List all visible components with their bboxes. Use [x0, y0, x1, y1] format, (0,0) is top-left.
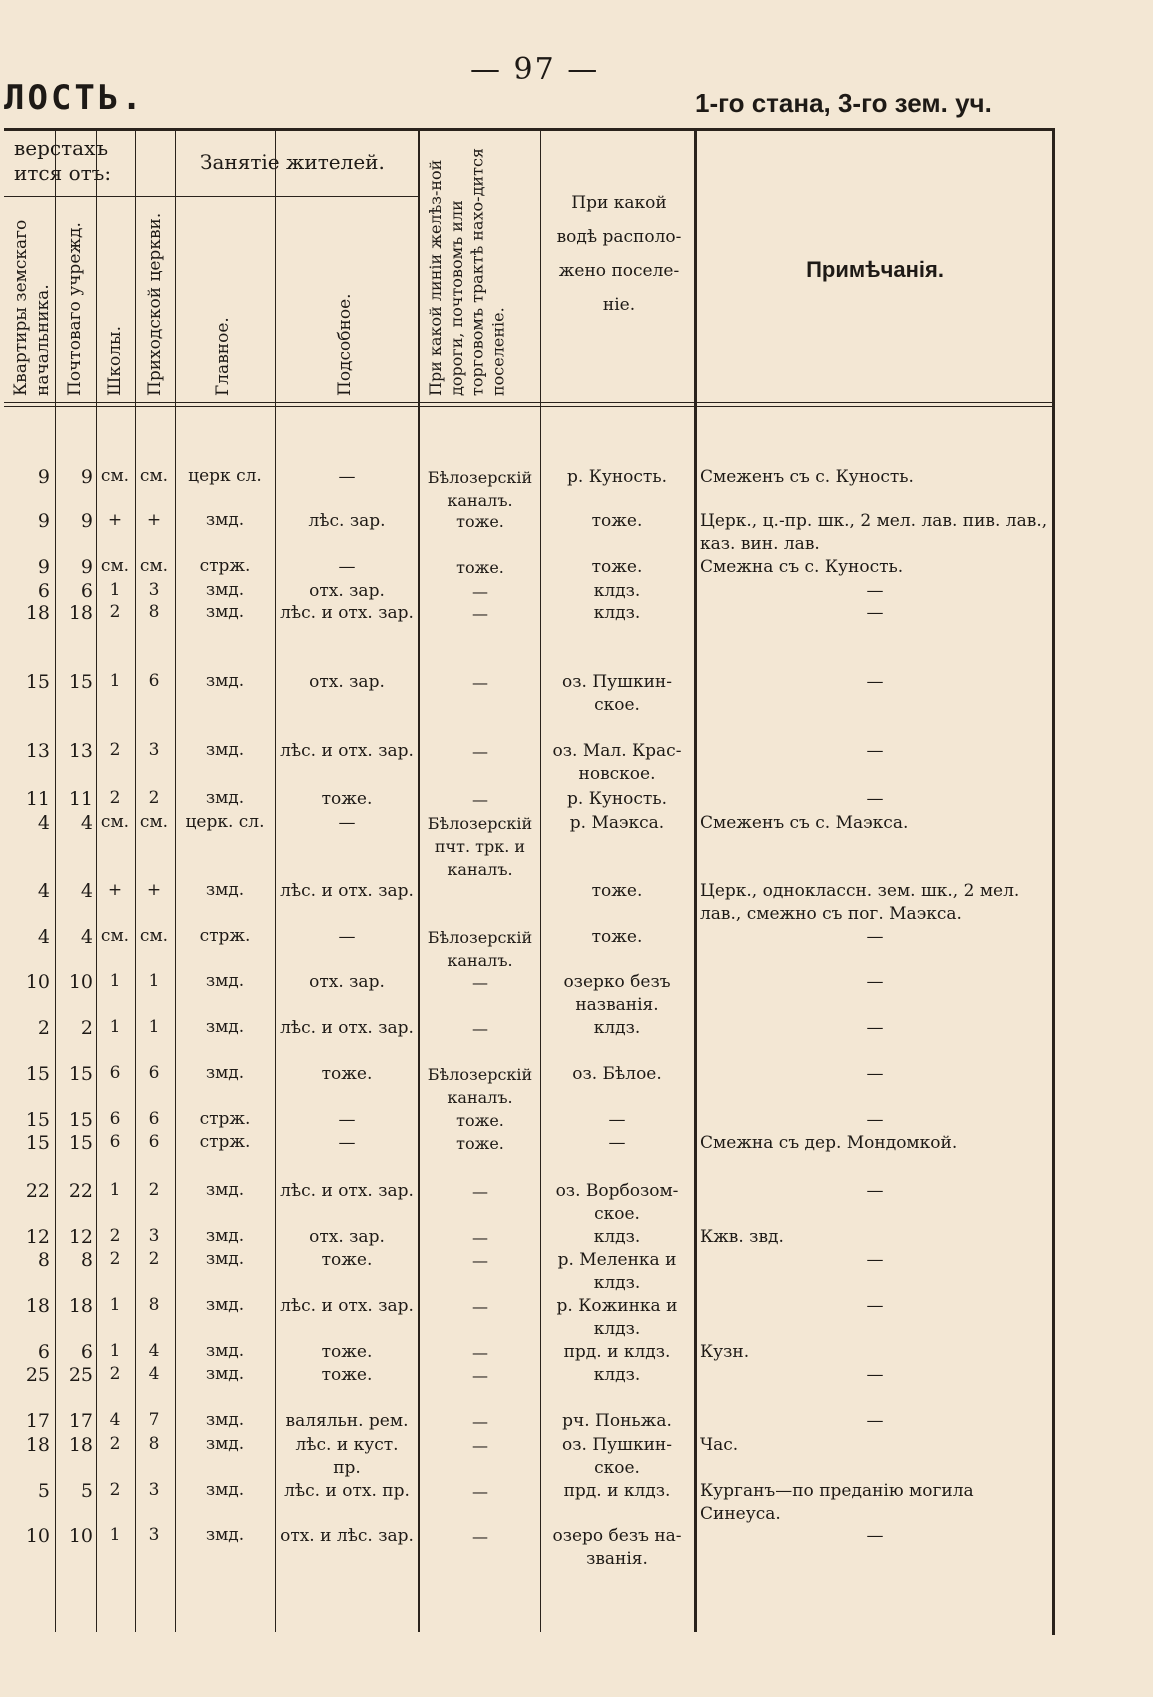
cell-note: — — [866, 1526, 884, 1546]
page-number: — 97 — — [470, 52, 600, 87]
cell-water: прд. и клдз. — [563, 1481, 671, 1501]
cell-main: змд. — [205, 1434, 245, 1454]
cell-aux: — — [338, 813, 356, 833]
cell-road: — — [472, 673, 488, 692]
cell-main: змд. — [205, 1410, 245, 1430]
cell-note: — — [866, 789, 884, 809]
cell-main: змд. — [205, 971, 245, 991]
cell-water: р. Куность. — [567, 467, 667, 487]
cell-main: церк сл. — [188, 466, 262, 486]
cell-road: — — [472, 1019, 488, 1038]
cell-water: оз. Бѣлое. — [572, 1064, 662, 1084]
table-row — [4, 1017, 1050, 1041]
table-row — [4, 510, 1050, 554]
cell-c: 2 — [109, 1480, 121, 1500]
col-water-header: При какой водѣ располо-жено поселе-ніе. — [556, 193, 682, 315]
cell-b: 11 — [68, 788, 93, 810]
cell-b: 10 — [68, 1525, 93, 1547]
cell-aux: — — [338, 927, 356, 947]
cell-road: — — [472, 1527, 488, 1546]
table-row — [4, 466, 1050, 510]
cell-note: Курганъ—по преданію могила Синеуса. — [700, 1481, 974, 1524]
cell-main: змд. — [205, 1249, 245, 1269]
cell-water: клдз. — [593, 603, 641, 623]
cell-water: озеро безъ на-званія. — [552, 1526, 682, 1569]
col-road-header: При какой линіи желѣз-ной дороги, почтовомъ или торговомъ трактѣ нахо-дится поселеніе. — [426, 148, 508, 396]
cell-d: см. — [139, 556, 169, 576]
table-row — [4, 1063, 1050, 1107]
cell-main: змд. — [205, 1295, 245, 1315]
cell-water: клдз. — [593, 1365, 641, 1385]
cell-c: 6 — [109, 1109, 121, 1129]
cell-b: 9 — [80, 510, 93, 532]
table-row — [4, 740, 1050, 784]
district-heading: 1-го стана, 3-го зем. уч. — [695, 88, 992, 118]
cell-aux: тоже. — [321, 1064, 373, 1084]
volost-title: ЛОСТЬ. — [4, 78, 145, 118]
cell-d: + — [146, 510, 162, 530]
cell-b: 22 — [68, 1180, 93, 1202]
cell-aux: тоже. — [321, 1365, 373, 1385]
cell-b: 17 — [68, 1410, 93, 1432]
cell-d: 1 — [148, 1017, 160, 1037]
cell-aux: отх. зар. — [309, 972, 385, 992]
cell-note: — — [866, 972, 884, 992]
cell-water: оз. Ворбозом-ское. — [555, 1181, 679, 1224]
cell-road: — — [472, 604, 488, 623]
cell-aux: лѣс. и куст. пр. — [295, 1435, 399, 1478]
cell-note: — — [866, 1181, 884, 1201]
cell-aux: валяльн. рем. — [285, 1411, 409, 1431]
cell-aux: лѣс. и отх. зар. — [280, 1181, 414, 1201]
cell-aux: — — [338, 557, 356, 577]
cell-c: 2 — [109, 602, 121, 622]
cell-b: 18 — [68, 602, 93, 624]
cell-water: — — [608, 1133, 626, 1153]
cell-main: стрж. — [199, 926, 251, 946]
cell-road: — — [472, 1412, 488, 1431]
cell-main: змд. — [205, 1525, 245, 1545]
cell-c: 1 — [109, 971, 121, 991]
cell-a: 9 — [37, 556, 50, 578]
cell-d: 3 — [148, 1525, 160, 1545]
cell-c: 1 — [109, 1341, 121, 1361]
cell-a: 18 — [25, 602, 50, 624]
cell-d: 6 — [148, 671, 160, 691]
cell-c: 1 — [109, 1525, 121, 1545]
cell-aux: лѣс. и отх. зар. — [280, 603, 414, 623]
cell-b: 13 — [68, 740, 93, 762]
cell-c: 2 — [109, 1434, 121, 1454]
cell-note: Смеженъ съ с. Маэкса. — [700, 813, 909, 833]
cell-main: змд. — [205, 788, 245, 808]
cell-a: 6 — [37, 580, 50, 602]
cell-a: 10 — [25, 1525, 50, 1547]
cell-road: — — [472, 1182, 488, 1201]
cell-aux: тоже. — [321, 1250, 373, 1270]
cell-road: — — [472, 1228, 488, 1247]
cell-a: 4 — [37, 880, 50, 902]
cell-road: Бѣлозерскій каналъ. — [427, 468, 533, 510]
cell-aux: отх. зар. — [309, 581, 385, 601]
cell-note: Смежна съ дер. Мондомкой. — [700, 1133, 958, 1153]
cell-water: клдз. — [593, 581, 641, 601]
cell-d: 3 — [148, 1226, 160, 1246]
cell-note: Церк., одноклассн. зем. шк., 2 мел. лав., смежно съ пог. Маэкса. — [700, 881, 1020, 924]
cell-a: 15 — [25, 1132, 50, 1154]
cell-b: 9 — [80, 466, 93, 488]
table-row — [4, 1341, 1050, 1365]
cell-water: р. Маэкса. — [569, 813, 665, 833]
cell-b: 15 — [68, 1109, 93, 1131]
cell-water: прд. и клдз. — [563, 1342, 671, 1362]
table-row — [4, 1226, 1050, 1250]
cell-note: — — [866, 672, 884, 692]
table-row — [4, 1295, 1050, 1339]
table-row — [4, 1132, 1050, 1156]
cell-aux: отх. зар. — [309, 672, 385, 692]
cell-water: — — [608, 1110, 626, 1130]
cell-road: — — [472, 1297, 488, 1316]
cell-note: Кжв. звд. — [700, 1227, 784, 1247]
cell-c: 2 — [109, 1226, 121, 1246]
cell-c: 1 — [109, 1017, 121, 1037]
cell-aux: лѣс. и отх. зар. — [280, 1296, 414, 1316]
occupation-group-header: Занятіе жителей. — [200, 150, 385, 174]
cell-a: 22 — [25, 1180, 50, 1202]
cell-a: 9 — [37, 466, 50, 488]
cell-b: 4 — [80, 926, 93, 948]
table-row — [4, 602, 1050, 626]
cell-note: Смеженъ съ с. Куность. — [700, 467, 914, 487]
cell-water: тоже. — [591, 927, 643, 947]
table-row — [4, 1249, 1050, 1293]
cell-road: — — [472, 1251, 488, 1270]
cell-b: 12 — [68, 1226, 93, 1248]
cell-a: 17 — [25, 1410, 50, 1432]
cell-road: Бѣлозерскій пчт. трк. и каналъ. — [427, 814, 533, 879]
cell-water: р. Куность. — [567, 789, 667, 809]
cell-c: 2 — [109, 1364, 121, 1384]
cell-d: 8 — [148, 602, 160, 622]
cell-c: 2 — [109, 740, 121, 760]
cell-c: см. — [100, 466, 130, 486]
cell-road: — — [472, 1482, 488, 1501]
cell-b: 18 — [68, 1295, 93, 1317]
cell-d: 2 — [148, 1249, 160, 1269]
cell-main: змд. — [205, 1063, 245, 1083]
cell-main: змд. — [205, 740, 245, 760]
cell-d: 8 — [148, 1434, 160, 1454]
cell-d: 3 — [148, 740, 160, 760]
cell-aux: лѣс. и отх. пр. — [284, 1481, 410, 1501]
cell-c: см. — [100, 556, 130, 576]
cell-note: Час. — [700, 1435, 739, 1455]
table-row — [4, 926, 1050, 970]
table-row — [4, 671, 1050, 715]
col-post-header: Почтоваго учрежд. — [65, 222, 85, 396]
cell-d: 1 — [148, 971, 160, 991]
cell-water: оз. Мал. Крас-новское. — [552, 741, 682, 784]
cell-a: 4 — [37, 926, 50, 948]
cell-road: Бѣлозерскій каналъ. — [427, 928, 533, 970]
cell-note: — — [866, 741, 884, 761]
cell-a: 11 — [25, 788, 50, 810]
cell-a: 8 — [37, 1249, 50, 1271]
cell-main: стрж. — [199, 556, 251, 576]
cell-d: см. — [139, 466, 169, 486]
cell-a: 10 — [25, 971, 50, 993]
cell-note: — — [866, 581, 884, 601]
cell-c: 1 — [109, 580, 121, 600]
cell-b: 18 — [68, 1434, 93, 1456]
cell-note: — — [866, 1365, 884, 1385]
cell-aux: лѣс. зар. — [308, 511, 386, 531]
cell-water: рч. Поньжа. — [562, 1411, 672, 1431]
table-row — [4, 880, 1050, 924]
cell-aux: — — [338, 1110, 356, 1130]
cell-main: змд. — [205, 1226, 245, 1246]
table-row — [4, 788, 1050, 812]
table-row — [4, 1480, 1050, 1524]
cell-d: 4 — [148, 1341, 160, 1361]
table-row — [4, 1434, 1050, 1478]
col-aux-header: Подсобное. — [335, 293, 355, 396]
cell-d: + — [146, 880, 162, 900]
cell-d: см. — [139, 812, 169, 832]
cell-d: 6 — [148, 1063, 160, 1083]
cell-a: 15 — [25, 1063, 50, 1085]
col-school-header: Школы. — [105, 326, 125, 396]
cell-aux: — — [338, 1133, 356, 1153]
table-row — [4, 556, 1050, 580]
cell-aux: лѣс. и отх. зар. — [280, 741, 414, 761]
cell-c: 2 — [109, 1249, 121, 1269]
table-row — [4, 1364, 1050, 1388]
cell-a: 18 — [25, 1434, 50, 1456]
col-zemsky-header: Квартиры земскаго начальника. — [11, 219, 54, 396]
cell-a: 2 — [37, 1017, 50, 1039]
cell-b: 15 — [68, 1063, 93, 1085]
cell-d: 4 — [148, 1364, 160, 1384]
cell-d: 3 — [148, 580, 160, 600]
cell-d: 2 — [148, 1180, 160, 1200]
cell-road: тоже. — [456, 512, 504, 531]
cell-road: — — [472, 790, 488, 809]
cell-main: змд. — [205, 880, 245, 900]
cell-water: р. Меленка и клдз. — [557, 1250, 677, 1293]
cell-b: 4 — [80, 880, 93, 902]
cell-road: Бѣлозерскій каналъ. — [427, 1065, 533, 1107]
cell-note: Смежна съ с. Куность. — [700, 557, 904, 577]
cell-note: Церк., ц.-пр. шк., 2 мел. лав. пив. лав., каз. вин. лав. — [700, 511, 1048, 554]
cell-b: 15 — [68, 671, 93, 693]
cell-d: 6 — [148, 1132, 160, 1152]
table-row — [4, 812, 1050, 879]
cell-water: тоже. — [591, 511, 643, 531]
cell-road: — — [472, 1343, 488, 1362]
cell-d: 3 — [148, 1480, 160, 1500]
cell-b: 6 — [80, 580, 93, 602]
cell-a: 15 — [25, 1109, 50, 1131]
cell-d: 8 — [148, 1295, 160, 1315]
cell-water: оз. Пушкин-ское. — [562, 672, 672, 715]
cell-road: тоже. — [456, 1111, 504, 1130]
cell-main: змд. — [205, 1364, 245, 1384]
cell-a: 18 — [25, 1295, 50, 1317]
cell-road: — — [472, 1436, 488, 1455]
cell-b: 25 — [68, 1364, 93, 1386]
cell-road: — — [472, 1366, 488, 1385]
cell-c: см. — [100, 926, 130, 946]
cell-water: оз. Пушкин-ское. — [562, 1435, 672, 1478]
cell-road: — — [472, 582, 488, 601]
cell-note: — — [866, 1110, 884, 1130]
cell-aux: отх. и лѣс. зар. — [280, 1526, 414, 1546]
cell-main: церк. сл. — [185, 812, 265, 832]
cell-b: 15 — [68, 1132, 93, 1154]
cell-road: — — [472, 973, 488, 992]
cell-b: 4 — [80, 812, 93, 834]
cell-b: 10 — [68, 971, 93, 993]
cell-main: змд. — [205, 580, 245, 600]
table-row — [4, 1525, 1050, 1569]
distance-group-header: верстахъ ится отъ: — [14, 136, 112, 185]
cell-main: змд. — [205, 1341, 245, 1361]
cell-aux: тоже. — [321, 1342, 373, 1362]
cell-main: змд. — [205, 1180, 245, 1200]
cell-main: стрж. — [199, 1109, 251, 1129]
cell-note: — — [866, 927, 884, 947]
cell-water: клдз. — [593, 1018, 641, 1038]
cell-a: 13 — [25, 740, 50, 762]
table-row — [4, 1109, 1050, 1133]
cell-a: 9 — [37, 510, 50, 532]
cell-water: тоже. — [591, 881, 643, 901]
cell-note: — — [866, 1296, 884, 1316]
cell-c: 1 — [109, 671, 121, 691]
cell-b: 9 — [80, 556, 93, 578]
cell-b: 5 — [80, 1480, 93, 1502]
cell-road: тоже. — [456, 1134, 504, 1153]
cell-a: 15 — [25, 671, 50, 693]
table-row — [4, 580, 1050, 604]
cell-note: — — [866, 1018, 884, 1038]
table-row — [4, 1410, 1050, 1434]
cell-aux: лѣс. и отх. зар. — [280, 1018, 414, 1038]
cell-a: 5 — [37, 1480, 50, 1502]
cell-aux: — — [338, 467, 356, 487]
cell-main: змд. — [205, 1480, 245, 1500]
cell-main: змд. — [205, 1017, 245, 1037]
cell-c: 1 — [109, 1295, 121, 1315]
cell-c: + — [107, 880, 123, 900]
col-notes-header: Примѣчанія. — [806, 257, 944, 282]
cell-main: змд. — [205, 510, 245, 530]
col-church-header: Приходской церкви. — [145, 212, 165, 396]
cell-d: 7 — [148, 1410, 160, 1430]
cell-d: 2 — [148, 788, 160, 808]
cell-c: 6 — [109, 1132, 121, 1152]
cell-aux: лѣс. и отх. зар. — [280, 881, 414, 901]
cell-note: — — [866, 1411, 884, 1431]
table-row — [4, 1180, 1050, 1224]
cell-c: + — [107, 510, 123, 530]
cell-a: 6 — [37, 1341, 50, 1363]
cell-c: 1 — [109, 1180, 121, 1200]
cell-water: р. Кожинка и клдз. — [556, 1296, 678, 1339]
cell-b: 6 — [80, 1341, 93, 1363]
cell-c: 4 — [109, 1410, 121, 1430]
cell-c: 6 — [109, 1063, 121, 1083]
table-row — [4, 971, 1050, 1015]
cell-main: змд. — [205, 602, 245, 622]
cell-road: — — [472, 742, 488, 761]
cell-a: 25 — [25, 1364, 50, 1386]
cell-note: — — [866, 603, 884, 623]
cell-aux: отх. зар. — [309, 1227, 385, 1247]
cell-main: змд. — [205, 671, 245, 691]
cell-road: тоже. — [456, 558, 504, 577]
cell-aux: тоже. — [321, 789, 373, 809]
cell-note: — — [866, 1250, 884, 1270]
cell-d: 6 — [148, 1109, 160, 1129]
cell-note: — — [866, 1064, 884, 1084]
cell-a: 12 — [25, 1226, 50, 1248]
cell-a: 4 — [37, 812, 50, 834]
col-main-header: Главное. — [213, 317, 233, 396]
cell-water: клдз. — [593, 1227, 641, 1247]
cell-b: 2 — [80, 1017, 93, 1039]
cell-c: 2 — [109, 788, 121, 808]
cell-water: тоже. — [591, 557, 643, 577]
cell-c: см. — [100, 812, 130, 832]
cell-main: стрж. — [199, 1132, 251, 1152]
cell-note: Кузн. — [700, 1342, 750, 1362]
cell-water: озерко безъ названія. — [563, 972, 671, 1015]
cell-d: см. — [139, 926, 169, 946]
cell-b: 8 — [80, 1249, 93, 1271]
